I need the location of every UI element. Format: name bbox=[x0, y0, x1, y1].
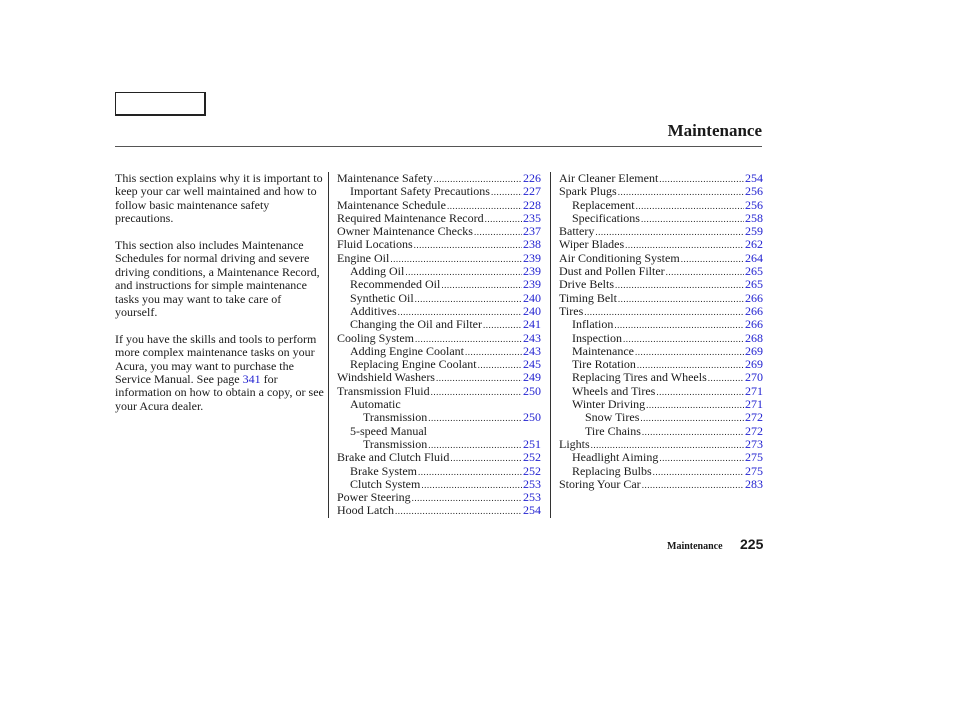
toc-leader-dots bbox=[485, 213, 522, 226]
toc-entry[interactable] bbox=[559, 411, 763, 424]
toc-leader-dots bbox=[418, 466, 522, 479]
toc-page-link[interactable]: 239 bbox=[523, 264, 541, 279]
toc-entry-label: Storing Your Car bbox=[559, 476, 641, 491]
toc-page-link[interactable]: 266 bbox=[745, 303, 763, 318]
toc-page-link[interactable]: 249 bbox=[523, 370, 541, 385]
toc-page-link[interactable]: 265 bbox=[745, 264, 763, 279]
toc-entry-label: Windshield Washers bbox=[337, 370, 435, 385]
toc-page-link[interactable]: 253 bbox=[523, 490, 541, 505]
toc-entry-label: Recommended Oil bbox=[350, 277, 441, 292]
toc-entry[interactable] bbox=[559, 305, 763, 318]
toc-leader-dots bbox=[450, 452, 522, 465]
toc-leader-dots bbox=[666, 266, 744, 279]
toc-entry[interactable] bbox=[337, 265, 541, 278]
toc-entry[interactable] bbox=[559, 385, 763, 398]
toc-entry[interactable] bbox=[559, 478, 763, 491]
toc-entry-label: Adding Engine Coolant bbox=[350, 343, 464, 358]
intro-paragraph-3-text-a: If you have the skills and tools to perform more complex maintenance tasks on your Acura, you may want to purchase the Service Manual. See page bbox=[115, 331, 317, 387]
toc-page-link[interactable]: 240 bbox=[523, 290, 541, 305]
toc-entry[interactable] bbox=[559, 292, 763, 305]
toc-entry-label: Air Cleaner Element bbox=[559, 171, 659, 185]
toc-leader-dots bbox=[659, 452, 744, 465]
toc-page-link[interactable]: 235 bbox=[523, 210, 541, 225]
toc-entry-label: Engine Oil bbox=[337, 250, 390, 265]
toc-page-link[interactable]: 251 bbox=[523, 436, 541, 451]
toc-entry-label: Dust and Pollen Filter bbox=[559, 264, 665, 279]
toc-page-link[interactable]: 265 bbox=[745, 277, 763, 292]
toc-leader-dots bbox=[646, 399, 744, 412]
toc-page-link[interactable]: 268 bbox=[745, 330, 763, 345]
page-number: 225 bbox=[740, 536, 764, 552]
toc-entry[interactable] bbox=[559, 438, 763, 451]
toc-leader-dots bbox=[436, 372, 522, 385]
service-manual-page-link[interactable]: 341 bbox=[242, 372, 261, 387]
toc-page-link[interactable]: 275 bbox=[745, 463, 763, 478]
toc-leader-dots bbox=[641, 213, 744, 226]
toc-page-link[interactable]: 237 bbox=[523, 224, 541, 239]
toc-leader-dots bbox=[642, 479, 744, 492]
toc-leader-dots bbox=[642, 426, 744, 439]
column-divider-right bbox=[550, 172, 551, 518]
toc-entry-label: Important Safety Precautions bbox=[350, 184, 490, 199]
toc-page-link[interactable]: 243 bbox=[523, 343, 541, 358]
intro-text bbox=[115, 172, 325, 427]
toc-leader-dots bbox=[635, 346, 744, 359]
toc-page-link[interactable]: 241 bbox=[523, 317, 541, 332]
toc-entry[interactable] bbox=[559, 332, 763, 345]
toc-entry-label: Fluid Locations bbox=[337, 237, 413, 252]
toc-entry[interactable] bbox=[559, 238, 763, 251]
toc-entry-label: Changing the Oil and Filter bbox=[350, 317, 482, 332]
toc-entry-label: Additives bbox=[350, 303, 397, 318]
toc-leader-dots bbox=[474, 226, 522, 239]
toc-entry[interactable] bbox=[559, 318, 763, 331]
toc-entry-label: Wheels and Tires bbox=[572, 383, 656, 398]
toc-leader-dots bbox=[441, 279, 522, 292]
toc-page-link[interactable]: 226 bbox=[523, 171, 541, 185]
intro-paragraph-3 bbox=[115, 333, 325, 413]
toc-page-link[interactable]: 239 bbox=[523, 250, 541, 265]
toc-entry[interactable] bbox=[559, 425, 763, 438]
toc-page-link[interactable]: 256 bbox=[745, 197, 763, 212]
toc-page-link[interactable]: 238 bbox=[523, 237, 541, 252]
toc-entry-label: Maintenance Schedule bbox=[337, 197, 446, 212]
page-title: Maintenance bbox=[667, 121, 762, 140]
toc-subheading: Automatic bbox=[350, 397, 401, 412]
toc-entry[interactable] bbox=[337, 385, 541, 398]
toc-leader-dots bbox=[656, 386, 744, 399]
toc-page-link[interactable]: 228 bbox=[523, 197, 541, 212]
toc-entry[interactable] bbox=[559, 225, 763, 238]
toc-leader-dots bbox=[636, 200, 744, 213]
toc-entry[interactable] bbox=[337, 465, 541, 478]
toc-leader-dots bbox=[653, 466, 744, 479]
toc-entry-label: Tire Rotation bbox=[572, 357, 636, 372]
toc-page-link[interactable]: 252 bbox=[523, 450, 541, 465]
toc-entry[interactable] bbox=[559, 265, 763, 278]
toc-page-link[interactable]: 250 bbox=[523, 410, 541, 425]
toc-entry-label: Replacing Tires and Wheels bbox=[572, 370, 707, 385]
toc-entry-label: Clutch System bbox=[350, 476, 421, 491]
toc-leader-dots bbox=[681, 253, 744, 266]
toc-entry[interactable] bbox=[337, 292, 541, 305]
toc-entry-label: Replacing Bulbs bbox=[572, 463, 652, 478]
toc-entry[interactable] bbox=[337, 332, 541, 345]
toc-entry[interactable] bbox=[559, 172, 763, 185]
toc-entry-label: Transmission bbox=[363, 436, 428, 451]
toc-page-link[interactable]: 271 bbox=[745, 383, 763, 398]
toc-entry-label: Hood Latch bbox=[337, 503, 394, 518]
toc-entry-label: Tires bbox=[559, 303, 584, 318]
toc-entry-label: Transmission Fluid bbox=[337, 383, 430, 398]
toc-entry[interactable] bbox=[559, 185, 763, 198]
toc-entry[interactable] bbox=[337, 451, 541, 464]
toc-entry[interactable] bbox=[559, 345, 763, 358]
toc-page-link[interactable]: 240 bbox=[523, 303, 541, 318]
toc-entry-label: Lights bbox=[559, 436, 590, 451]
toc-page-link[interactable]: 264 bbox=[745, 250, 763, 265]
toc-leader-dots bbox=[395, 505, 522, 518]
toc-entry-label: Brake and Clutch Fluid bbox=[337, 450, 450, 465]
toc-page-link[interactable]: 250 bbox=[523, 383, 541, 398]
toc-entry-label: Tire Chains bbox=[585, 423, 641, 438]
toc-page-link[interactable]: 269 bbox=[745, 343, 763, 358]
toc-entry-label: Air Conditioning System bbox=[559, 250, 680, 265]
toc-entry-label: Replacement bbox=[572, 197, 635, 212]
toc-leader-dots bbox=[618, 186, 744, 199]
toc-page-link[interactable]: 271 bbox=[745, 397, 763, 412]
toc-entry[interactable] bbox=[337, 358, 541, 371]
toc-entry-label: Wiper Blades bbox=[559, 237, 625, 252]
toc-entry[interactable] bbox=[337, 278, 541, 291]
toc-entry[interactable] bbox=[337, 478, 541, 491]
toc-leader-dots bbox=[618, 293, 744, 306]
toc-leader-dots bbox=[659, 173, 744, 186]
toc-leader-dots bbox=[483, 319, 522, 332]
toc-entry-label: Adding Oil bbox=[350, 264, 405, 279]
toc-page-link[interactable]: 252 bbox=[523, 463, 541, 478]
toc-leader-dots bbox=[491, 186, 522, 199]
toc-entry-label: Snow Tires bbox=[585, 410, 640, 425]
title-divider bbox=[115, 146, 762, 147]
toc-leader-dots bbox=[412, 492, 522, 505]
toc-page-link[interactable]: 253 bbox=[523, 476, 541, 491]
toc-page-link[interactable]: 258 bbox=[745, 210, 763, 225]
toc-page-link[interactable]: 272 bbox=[745, 423, 763, 438]
toc-leader-dots bbox=[623, 333, 744, 346]
toc-entry[interactable] bbox=[337, 185, 541, 198]
toc-entry[interactable] bbox=[559, 199, 763, 212]
toc-page-link[interactable]: 254 bbox=[523, 503, 541, 518]
toc-leader-dots bbox=[431, 386, 522, 399]
toc-leader-dots bbox=[414, 239, 522, 252]
toc-entry-label: Required Maintenance Record bbox=[337, 210, 484, 225]
toc-leader-dots bbox=[640, 412, 744, 425]
toc-entry-label: Spark Plugs bbox=[559, 184, 617, 199]
toc-entry[interactable] bbox=[337, 504, 541, 517]
intro-paragraph-1: This section explains why it is important to keep your car well maintained and how to follow basic maintenance safety precautions. bbox=[115, 171, 323, 226]
column-divider-left bbox=[328, 172, 329, 518]
toc-entry-label: Specifications bbox=[572, 210, 640, 225]
toc-page-link[interactable]: 266 bbox=[745, 317, 763, 332]
toc-subheading: 5-speed Manual bbox=[350, 423, 427, 438]
toc-entry-label: Battery bbox=[559, 224, 595, 239]
toc-column-1 bbox=[337, 172, 541, 518]
toc-page-link[interactable]: 269 bbox=[745, 357, 763, 372]
toc-entry-label: Inspection bbox=[572, 330, 622, 345]
toc-entry-label: Winter Driving bbox=[572, 397, 646, 412]
toc-page-link[interactable]: 259 bbox=[745, 224, 763, 239]
toc-entry[interactable] bbox=[559, 358, 763, 371]
toc-entry[interactable] bbox=[559, 451, 763, 464]
toc-entry-label: Power Steering bbox=[337, 490, 411, 505]
toc-entry[interactable] bbox=[337, 345, 541, 358]
toc-entry[interactable] bbox=[559, 465, 763, 478]
toc-entry[interactable] bbox=[337, 238, 541, 251]
toc-page-link[interactable]: 283 bbox=[745, 476, 763, 491]
toc-entry[interactable] bbox=[337, 371, 541, 384]
intro-paragraph-2: This section also includes Maintenance Schedules for normal driving and severe driving conditions, a Maintenance Record, and instructions for simple maintenance tasks you may want to take care of yourself. bbox=[115, 238, 320, 320]
toc-page-link[interactable]: 245 bbox=[523, 357, 541, 372]
toc-page-link[interactable]: 243 bbox=[523, 330, 541, 345]
section-tab-box[interactable] bbox=[115, 92, 206, 116]
toc-entry[interactable] bbox=[337, 225, 541, 238]
toc-entry[interactable] bbox=[337, 438, 541, 451]
toc-page-link[interactable]: 239 bbox=[523, 277, 541, 292]
toc-entry[interactable] bbox=[337, 318, 541, 331]
toc-entry[interactable] bbox=[337, 199, 541, 212]
toc-entry-label: Replacing Engine Coolant bbox=[350, 357, 477, 372]
toc-entry[interactable] bbox=[337, 252, 541, 265]
intro-paragraph-3-text-b: for information on how to obtain a copy, or see your Acura dealer. bbox=[115, 372, 324, 413]
toc-page-link[interactable]: 262 bbox=[745, 237, 763, 252]
toc-entry-label: Brake System bbox=[350, 463, 417, 478]
toc-page-link[interactable]: 272 bbox=[745, 410, 763, 425]
toc-leader-dots bbox=[614, 319, 744, 332]
footer-section-label: Maintenance bbox=[667, 541, 723, 552]
toc-entry[interactable] bbox=[337, 305, 541, 318]
toc-leader-dots bbox=[478, 359, 522, 372]
toc-entry-label: Owner Maintenance Checks bbox=[337, 224, 473, 239]
toc-page-link[interactable]: 270 bbox=[745, 370, 763, 385]
toc-leader-dots bbox=[415, 293, 522, 306]
toc-entry[interactable] bbox=[337, 411, 541, 424]
toc-leader-dots bbox=[615, 279, 744, 292]
toc-entry-label: Transmission bbox=[363, 410, 428, 425]
toc-entry[interactable] bbox=[559, 398, 763, 411]
toc-entry-label: Synthetic Oil bbox=[350, 290, 414, 305]
toc-page-link[interactable]: 273 bbox=[745, 436, 763, 451]
toc-leader-dots bbox=[421, 479, 522, 492]
toc-entry[interactable] bbox=[337, 212, 541, 225]
toc-entry[interactable] bbox=[559, 278, 763, 291]
toc-entry[interactable] bbox=[559, 212, 763, 225]
toc-entry[interactable] bbox=[559, 371, 763, 384]
toc-entry-label: Timing Belt bbox=[559, 290, 617, 305]
toc-entry-label: Inflation bbox=[572, 317, 614, 332]
toc-page-link[interactable]: 266 bbox=[745, 290, 763, 305]
toc-leader-dots bbox=[428, 412, 522, 425]
toc-entry[interactable] bbox=[559, 252, 763, 265]
toc-leader-dots bbox=[708, 372, 744, 385]
toc-page-link[interactable]: 254 bbox=[745, 171, 763, 185]
toc-page-link[interactable]: 256 bbox=[745, 184, 763, 199]
toc-column-2 bbox=[559, 172, 763, 491]
toc-page-link[interactable]: 227 bbox=[523, 184, 541, 199]
toc-entry-label: Cooling System bbox=[337, 330, 415, 345]
toc-page-link[interactable]: 275 bbox=[745, 450, 763, 465]
toc-entry[interactable] bbox=[337, 172, 541, 185]
toc-entry[interactable] bbox=[337, 491, 541, 504]
toc-entry-label: Maintenance bbox=[572, 343, 634, 358]
toc-entry-label: Maintenance Safety bbox=[337, 171, 433, 185]
toc-entry-label: Drive Belts bbox=[559, 277, 614, 292]
toc-entry-label: Headlight Aiming bbox=[572, 450, 659, 465]
toc-leader-dots bbox=[390, 253, 522, 266]
